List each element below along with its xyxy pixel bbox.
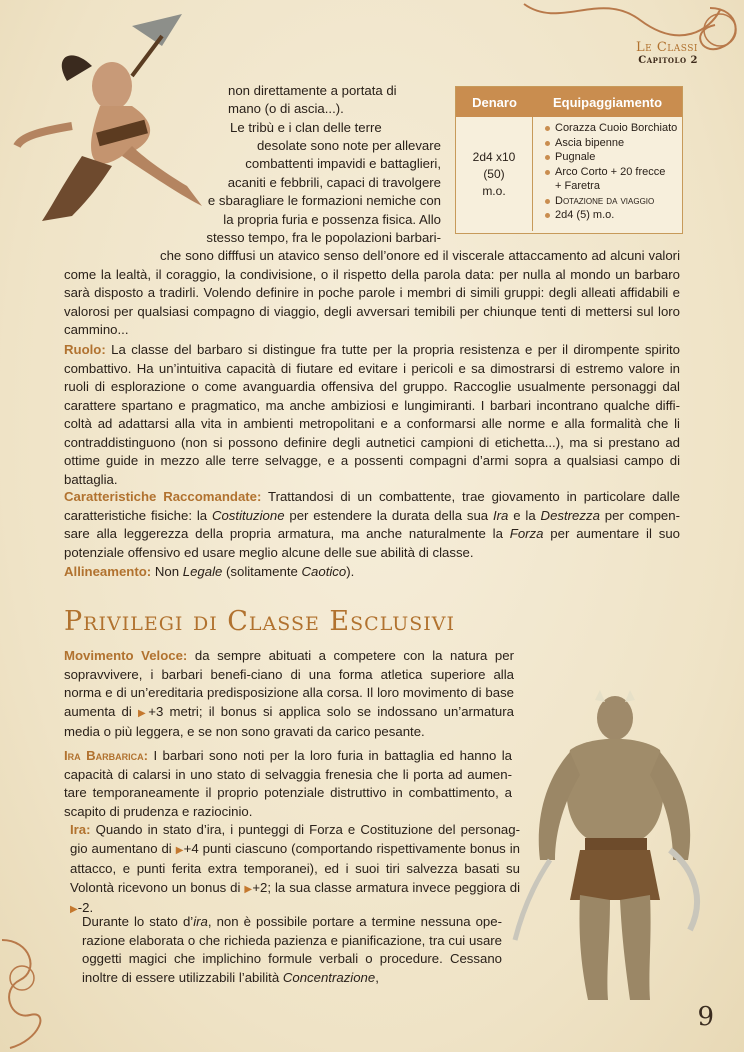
intro-line-2: mano (o di ascia...). (228, 101, 344, 116)
ruolo-text: La classe del barbaro si distingue fra tutte per la propria resistenza e per il dirompente spirito combattivo. Ha un’intuitiva capacità di fiutare ed evitare i pericoli e sa dimostrarsi di estremo valore in ruoli di esplorazione o come avanguardia offensiva del gruppo. Raccoglie usualmente personaggi dal carattere spartano e pragmatico, ma anche ambiziosi e lungimiranti. I barbari incontrano qualche diffi-coltà ad adattarsi alla vita in ambienti metropolitani e a conformarsi alle norme e alla formalità che li contraddistinguono (non si possono definire degli autnetici campioni di etichetta...), ma si prestano ad ottime guide in mezzo alle terre selvagge, e a possenti compagni d’armi sopra a qualsiasi campo di battaglia. (64, 342, 680, 487)
italic-span: Forza (509, 526, 544, 541)
caratteristiche-paragraph (64, 488, 680, 562)
list-item: Pugnale (545, 150, 677, 165)
text-span: , non è possibile portare a termine nessuna ope-razione elaborata o che richieda pazienza e pianificazione, tra cui usare oggetti magici che implichino formule verbali o procedure. Cessano inoltre di essere utilizzabili l’abilità (82, 914, 502, 985)
italic-span: Destrezza (540, 507, 600, 523)
chapter-header (636, 40, 698, 66)
bonus-value: -2 (77, 900, 90, 915)
allineamento-paragraph (64, 563, 680, 582)
intro-line-7: e sbaragliare le formazioni nemiche con (207, 193, 441, 208)
text-span: Durante lo stato d’ (82, 914, 194, 929)
page-number: 9 (697, 1002, 714, 1032)
text-span: per aumentare il suo potenziale offensivo ed usare meglio alcune delle sue abilità di classe. (64, 526, 681, 560)
money-line-3: m.o. (482, 183, 506, 198)
table-header (456, 87, 682, 117)
list-item: Arco Corto + 20 frecce (545, 165, 677, 180)
celtic-ornament-top-icon (520, 0, 744, 60)
money-line-1: 2d4 x10 (472, 149, 516, 164)
chapter-title: Le Classi (636, 40, 698, 55)
intro-line-5: combattenti impavidi e battaglieri, (245, 156, 441, 171)
intro-line-1: non direttamente a portata di (228, 83, 397, 98)
text-span: punti ciascuno (comportando rispettivamente bonus in attacco, e punti ferita extra temporanei), ed i suoi tiri salvezza basati su Volontà ricevono un bonus di (70, 840, 520, 895)
text-span: Trattandosi di un combattente, trae giovamento in particolare dalle caratteristiche fisiche: la (64, 489, 680, 523)
header-equipaggiamento: Equipaggiamento (552, 94, 663, 110)
italic-span: Caotico (301, 564, 347, 579)
ira-paragraph (70, 821, 520, 920)
bonus-value: +3 (148, 703, 164, 719)
movimento-label: Movimento Veloce: (64, 648, 188, 663)
italic-span: Concentrazione (282, 969, 376, 985)
italic-span: ira (193, 914, 208, 929)
text-span: metri; il bonus si applica solo se indossano un’armatura media o più leggera, e se non sono gravati da carico pesante. (64, 703, 514, 739)
triangle-bullet-icon: ▶ (175, 844, 184, 856)
equipment-table (455, 86, 683, 234)
text-span: , (375, 969, 379, 985)
list-item: Corazza Cuoio Borchiato (545, 121, 677, 136)
chapter-number: Capitolo 2 (638, 55, 698, 66)
text-span: I barbari sono noti per la loro furia in battaglia ed hanno la capacità di calarsi in uno stato di selvaggia frenesia che li porta ad aumen-tare temporaneamente il proprio potenziale distruttivo in combattimento, a scapito di prudenza e raziocinio. (64, 748, 512, 819)
ruolo-paragraph (64, 341, 680, 489)
italic-span: Costituzione (211, 507, 285, 523)
table-body (456, 117, 682, 231)
header-denaro: Denaro (472, 94, 517, 110)
durante-paragraph (82, 913, 502, 987)
bonus-value: +4 (183, 840, 199, 856)
caratteristiche-label: Caratteristiche Raccomandate: (64, 489, 262, 504)
triangle-bullet-icon: ▶ (244, 883, 253, 895)
ira-barbarica-paragraph (64, 747, 512, 821)
intro-line-9: stesso tempo, fra le popolazioni barbari- (206, 230, 441, 245)
text-span: per compen-sare alla leggerezza della propria armatura, ma anche naturalmente la (64, 507, 680, 541)
intro-paragraph-rest: che sono difffusi un atavico senso dell’onore ed il viscerale attaccamento ad alcuni valori come la lealtà, il coraggio, la condivisione, o il rispetto della parola data: per nulla al mondo un barbaro sarà disposto a tradirli. Volendo definire in poche parole i membri di simili gruppi: degli alleati affidabili e valorosi per qualsiasi compagno di viaggio, degli avversari temibili per chiunque tenti di mettersi sul loro cammino... (64, 248, 680, 337)
ira-label: Ira: (70, 822, 91, 837)
triangle-bullet-icon: ▶ (138, 707, 149, 719)
bonus-value: +2 (252, 879, 268, 895)
list-item: Ascia bipenne (545, 136, 677, 151)
italic-span: Ira (493, 507, 509, 523)
section-title: Privilegi di Classe Esclusivi (64, 606, 456, 637)
text-span: (solitamente (222, 564, 302, 579)
text-span: Quando in stato d’ira, i punteggi di Forza e Costituzione del personag-gio aumentano di (70, 822, 520, 856)
intro-line-3: Le tribù e i clan delle terre (230, 120, 382, 135)
list-item: 2d4 (5) m.o. (545, 208, 677, 223)
list-item: Dotazione da viaggio (545, 194, 677, 209)
list-item: + Faretra (555, 180, 600, 192)
intro-line-8: la propria furia e possenza fisica. Allo (223, 212, 441, 227)
ira-barbarica-label: Ira Barbarica: (64, 748, 149, 763)
barbarian-warrior-illustration (510, 690, 710, 1010)
allineamento-label: Allineamento: (64, 564, 152, 579)
equipment-list (533, 121, 677, 231)
text-span: da sempre abituati a competere con la natura per sopravvivere, i barbari benefi-ciano di una forma atletica superiore alla norma e di un’ereditaria predisposizione alla corsa. Il loro movimento di base aumenta di (64, 648, 514, 719)
text-span: . (89, 900, 94, 915)
italic-span: Legale (182, 564, 223, 579)
intro-line-4: desolate sono note per allevare (256, 138, 441, 153)
text-span: ). (346, 564, 355, 579)
ruolo-label: Ruolo: (64, 342, 106, 357)
celtic-ornament-bottom-icon (0, 930, 60, 1052)
money-line-2: (50) (483, 166, 505, 181)
intro-line-6: acaniti e febbrili, capaci di travolgere (227, 175, 441, 190)
text-span: Non (151, 564, 183, 579)
text-span: per estendere la durata della sua (284, 507, 493, 523)
triangle-bullet-icon: ▶ (70, 904, 78, 915)
money-cell (456, 117, 533, 231)
text-span: e la (508, 507, 541, 523)
text-span: ; la sua classe armatura invece peggiora di (267, 879, 520, 895)
